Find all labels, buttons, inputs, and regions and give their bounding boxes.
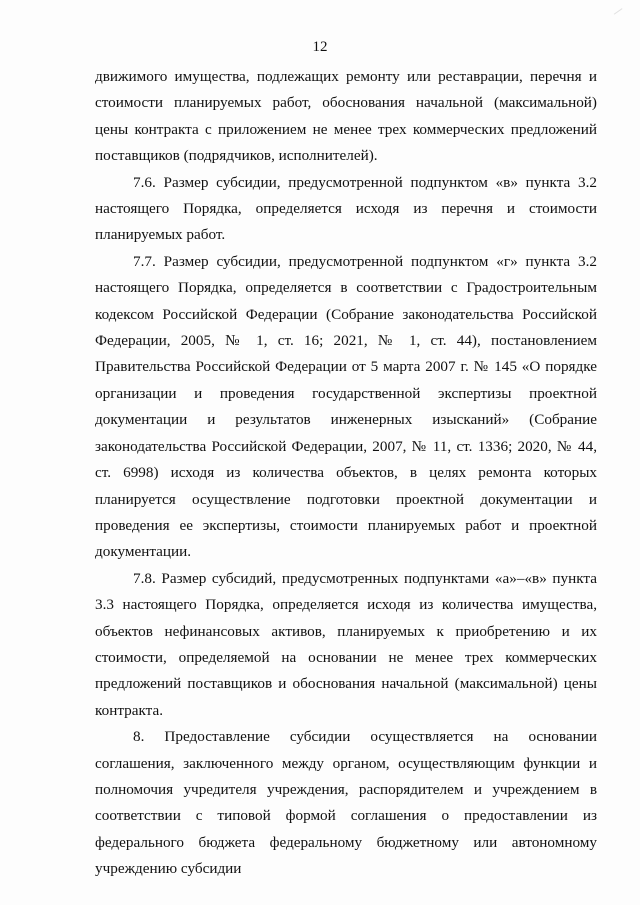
paragraph-7-6: 7.6. Размер субсидии, предусмотренной подпунктом «в» пункта 3.2 настоящего Порядка, определяется исходя из перечня и стоимости планируемых работ. bbox=[95, 173, 597, 244]
paragraph-7-8: 7.8. Размер субсидий, предусмотренных подпунктами «а»–«в» пункта 3.3 настоящего Порядка, определяется исходя из количества имущества, объектов нефинансовых активов, планируемых к приобретению и их стоимости, определяемой на основании не менее трех коммерческих предложений поставщиков и обоснования начальной (максимальной) цены контракта. bbox=[95, 569, 597, 719]
document-body bbox=[95, 64, 597, 883]
paragraph-8: 8. Предоставление субсидии осуществляется на основании соглашения, заключенного между органом, осуществляющим функции и полномочия учредителя учреждения, распорядителем и учреждением в соответствии с типовой формой соглашения о предоставлении из федерального бюджета федеральному бюджетному или автономному учреждению субсидии bbox=[95, 728, 597, 878]
page-number: 12 bbox=[312, 39, 328, 55]
paragraph-continuation: движимого имущества, подлежащих ремонту или реставрации, перечня и стоимости планируемых работ, обоснования начальной (максимальной) цены контракта с приложением не менее трех коммерческих предложений поставщиков (подрядчиков, исполнителей). bbox=[95, 68, 597, 165]
scan-mark bbox=[614, 8, 629, 23]
paragraph-7-7: 7.7. Размер субсидии, предусмотренной подпунктом «г» пункта 3.2 настоящего Порядка, определяется в соответствии с Градостроительным кодексом Российской Федерации (Собрание законодательства Российской Федерации, 2005, № 1, ст. 16; 2021, № 1, ст. 44), постановлением Правительства Российской Федерации от 5 марта 2007 г. № 145 «О порядке организации и проведения государственной экспертизы проектной документации и результатов инженерных изысканий» (Собрание законодательства Российской Федерации, 2007, № 11, ст. 1336; 2020, № 44, ст. 6998) исходя из количества объектов, в целях ремонта которых планируется осуществление подготовки проектной документации и проведения ее экспертизы, стоимости планируемых работ и проектной документации. bbox=[95, 252, 597, 561]
